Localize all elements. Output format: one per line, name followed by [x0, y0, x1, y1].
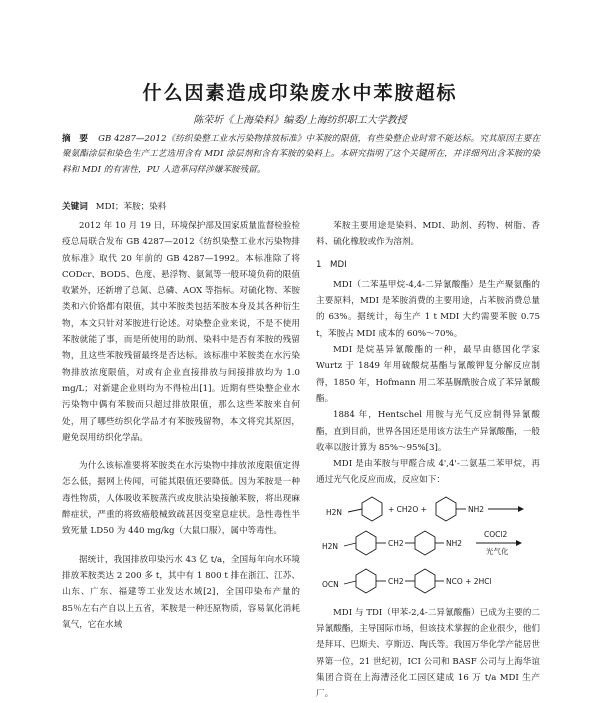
right-column — [316, 218, 540, 703]
abstract-text: GB 4287—2012《纺织染整工业水污染物排放标准》中苯胺的限值，有些染整企业时常不能达标。究其原因主要在聚氨酯涂层和染色生产工艺选用含有 MDI 涂层剂和含有苯胺的染料上。本研究指明了这个关键所在，并详细列出含苯胺的染料和 MDI 的有害性，PU 人造革同样涉嫌苯胺残留。 — [62, 134, 540, 175]
intermediate-amine-right: NH2 — [446, 538, 463, 548]
author-line: 陈荣圻《上海染料》编委/上海纺织职工大学教授 — [193, 115, 407, 126]
left-paragraph-1: 2012 年 10 月 19 日，环境保护部及国家质量监督检验检疫总局联合发布 GB 4287—2012《纺织染整工业水污染物排放标准》取代 20 年前的 GB 4287—1992。本标准除了将 CODcr、BOD5、色度、悬浮物、氨氮等一般环境负荷的限值收紧外，还新增了总氮、总磷、AOX 等指标。对硫化物、苯胺类和六价铬都有限值，其中苯胺类包括苯胺本身及其各种衍生物，本文只针对苯胺进行论述。对染整企业来说，不是不使用苯胺就能了事，而是所使用的助剂、染料中是否有苯胺的残留物，且这些苯胺残留最终是否达标。该标准中苯胺类在水污染物排放浓度限值，对或有企业直接排放与间接排放均为 1.0 mg/L；对新建企业则均为不得检出[1]。近期有些染整企业水污染物中偶有苯胺而只超过排放限值，那么这些苯胺来自何处，用了哪些纺织化学品才有苯胺残留物，本文将究其原因，避免误用纺织化学品。 — [62, 221, 300, 443]
left-paragraph-3: 据统计，我国排放印染污水 43 亿 t/a，全国每年向水环境排放苯胺类达 2 200 多 t，其中有 1 800 t 排在浙江、江苏、山东、广东、福建等工业发达水域[2]，全国印染布产量的 85％左右产自以上五省，苯胺是一种还原物质，容易氧化消耗氧气，它在水域 — [62, 554, 300, 630]
bond-line — [348, 509, 362, 512]
arrow-head-icon — [516, 540, 522, 546]
right-paragraph-4: MDI 是由苯胺与甲醛合成 4',4'-二氨基二苯甲烷，再通过光气化反应而成，反应如下： — [316, 459, 540, 486]
benzene-ring-shape — [436, 497, 456, 521]
phosgenation-condition: 光气化 — [486, 546, 509, 556]
paragraph-gap — [316, 251, 540, 255]
abstract-label: 摘 要 — [62, 134, 89, 144]
benzene-ring-shape — [415, 531, 435, 555]
right-paragraph-1: MDI（二苯基甲烷-4,4-二异氰酸酯）是生产聚氨酯的主要原料，MDI 是苯胺消费的主要用途，占苯胺消费总量的 63%。据统计，每生产 1 t MDI 大约需要苯胺 0.75 t，苯胺占 MDI 成本的 60%～70%。 — [316, 279, 540, 339]
left-paragraph-2: 为什么该标准要将苯胺类在水污染物中排放浓度限值定得怎么低，据网上传闻，可能其限值还要降低。因为苯胺是一种毒性物质，人体吸收苯胺蒸汽或皮肤沾染接触苯胺，将出现麻醉症状，严重的将致癌般械致疏甚因变窒息症状。急性毒性半致死量 LD50 为 440 mg/kg（大鼠口服），属中等毒性。 — [62, 461, 300, 537]
methylene-bridge: CH2 — [388, 538, 404, 548]
right-paragraph-0: 苯胺主要用途是染料、MDI、助剂、药物、树脂、香料、硫化橡胶或作为溶剂。 — [316, 221, 540, 248]
bond-line — [344, 543, 356, 546]
reactant-formaldehyde: + CH2O + — [388, 504, 427, 514]
right-paragraph-5: MDI 与 TDI（甲苯-2,4-二异氰酸酯）已成为主要的二异氰酸酯，主导国际市场，但该技术掌握的企业很少，他们是拜耳、巴斯夫、亨斯迈、陶氏等。我国万华化学产能居世界第一位，21 世纪初，ICI 公司和 BASF 公司与上海华谊集团合资在上海漕泾化工园区建成 16 万 t/a MDI 生产厂。 — [316, 607, 540, 700]
right-paragraph-3: 1884 年，Hentschel 用胺与光气反应制得异氰酸酯，直到目前，世界各国还是用该方法生产异氰酸酯，一般收率以胺计算为 85%～95%[3]。 — [316, 410, 540, 453]
keywords-label: 关键词 — [62, 202, 88, 212]
product-isocyanate-right: NCO + 2HCl — [446, 576, 492, 586]
benzene-ring-shape — [356, 531, 376, 555]
section-heading-mdi: 1 MDI — [316, 259, 347, 270]
paragraph-gap — [62, 540, 300, 552]
mdi-reaction-scheme — [316, 491, 540, 603]
keywords-text: MDI；苯胺；染料 — [95, 202, 167, 212]
intermediate-amine-left: H2N — [322, 541, 339, 551]
bond-line — [344, 581, 356, 584]
article-title: 什么因素造成印染废水中苯胺超标 — [142, 82, 458, 104]
phosgene-reagent: COCl2 — [484, 529, 508, 539]
abstract-block — [62, 132, 540, 178]
left-column — [62, 218, 300, 633]
methylene-bridge-product: CH2 — [388, 576, 404, 586]
keywords-block — [62, 200, 540, 215]
benzene-ring-shape — [362, 497, 382, 521]
reactant-aniline-amine: H2N — [326, 507, 343, 517]
right-paragraph-2: MDI 是烷基异氰酸酯的一种，最早由德国化学家 Wurtz 于 1849 年用硫酸烷基酯与氰酸钾复分解反应制得，1850 年，Hofmann 用二苯基脲酰胺合成了苯异氰酸酯。 — [316, 345, 540, 404]
reactant-aniline-amine-2: NH2 — [468, 504, 485, 514]
arrow-head-icon — [518, 506, 524, 512]
benzene-ring-shape — [415, 569, 435, 593]
benzene-ring-shape — [356, 569, 376, 593]
product-isocyanate-left: OCN — [322, 579, 339, 589]
paragraph-gap — [62, 446, 300, 458]
